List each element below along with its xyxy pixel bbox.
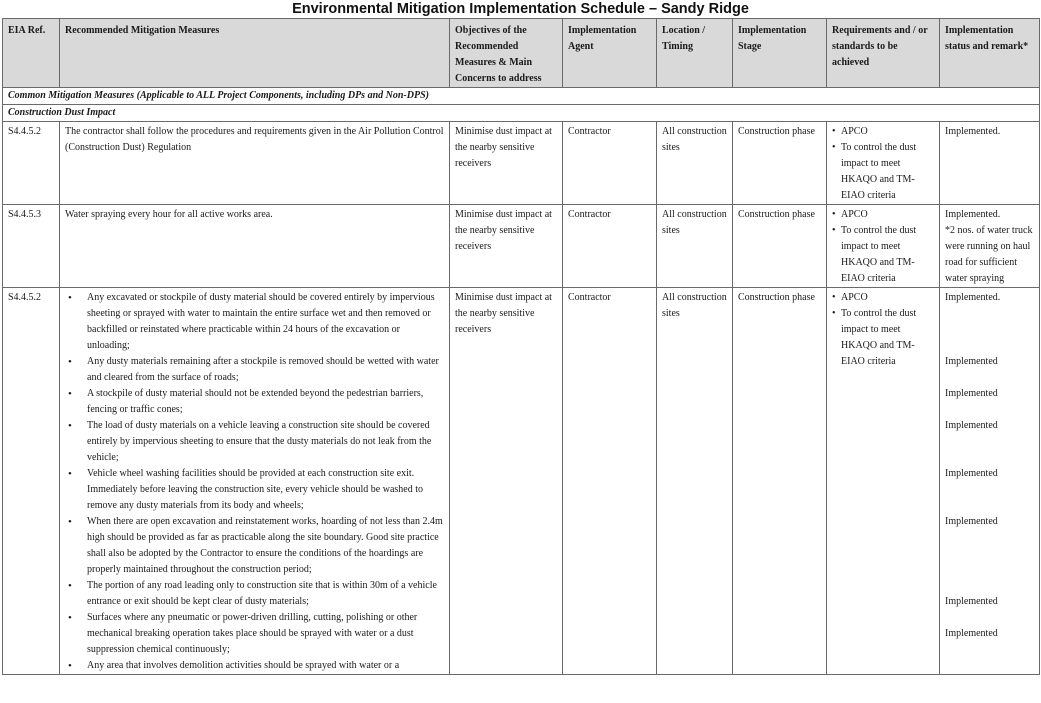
measure-bullet-item: • Surfaces where any pneumatic or power-driven drilling, cutting, polishing or other mechanical breaking operation takes place should be sprayed with water or a dust suppression chemical continuously; [87,610,445,658]
status-cell [940,288,1040,675]
measure-cell [60,288,450,675]
measure-bullet-item: • When there are open excavation and reinstatement works, hoarding of not less than 2.4m high should be provided as far as practicable along the site boundary. Good site practice shall also be adopted by the Contractor to ensure the conditions of the hoardings are properly maintained throughout the construction period; [87,514,445,578]
measure-bullet-list [65,290,445,674]
requirement-item: • APCO [832,290,935,306]
status-text: Implemented [945,516,998,527]
measure-bullet-item: • The portion of any road leading only to construction site that is within 30m of a vehicle entrance or exit should be kept clear of dusty materials; [87,578,445,610]
status-text: Implemented [945,628,998,639]
measure-bullet-item: • The load of dusty materials on a vehicle leaving a construction site should be covered entirely by impervious sheeting to ensure that the dusty materials do not leak from the vehicle; [87,418,445,466]
header-agent: Implementation Agent [563,19,657,88]
group-row-common [3,88,1040,105]
stage-cell: Construction phase [733,288,827,675]
status-text: Implemented. [945,209,1001,220]
header-status: Implementation status and remark* [940,19,1040,88]
header-measures: Recommended Mitigation Measures [60,19,450,88]
group-row-dust [3,105,1040,122]
location-cell: All construction sites [657,205,733,288]
status-remark: *2 nos. of water truck were running on haul road for sufficient water spraying [945,225,1033,284]
stage-cell: Construction phase [733,122,827,205]
table-row [3,205,1040,288]
status-cell: Implemented. [940,122,1040,205]
objective-cell: Minimise dust impact at the nearby sensitive receivers [450,288,563,675]
location-cell: All construction sites [657,288,733,675]
table-header-row [3,19,1040,88]
status-text: Implemented. [945,292,1001,303]
eia-ref-cell: S4.4.5.3 [3,205,60,288]
measure-bullet-item: • Any dusty materials remaining after a stockpile is removed should be wetted with water and cleared from the surface of roads; [87,354,445,386]
group-common-label: Common Mitigation Measures (Applicable to ALL Project Components, including DPs and Non-DPS) [3,88,1040,105]
measure-cell: Water spraying every hour for all active works area. [60,205,450,288]
agent-cell: Contractor [563,122,657,205]
requirement-item: • To control the dust impact to meet HKAQO and TM-EIAO criteria [832,223,935,287]
location-cell: All construction sites [657,122,733,205]
status-text: Implemented [945,596,998,607]
requirements-cell [827,122,940,205]
requirements-cell [827,205,940,288]
requirement-item: • APCO [832,124,935,140]
measure-bullet-item: • Any excavated or stockpile of dusty material should be covered entirely by impervious sheeting or sprayed with water to maintain the entire surface wet and then removed or backfilled or reinstated where practicable within 24 hours of the excavation or unloading; [87,290,445,354]
mitigation-schedule-table [2,18,1040,675]
page-title: Environmental Mitigation Implementation Schedule – Sandy Ridge [292,1,749,17]
requirement-item: • APCO [832,207,935,223]
header-stage: Implementation Stage [733,19,827,88]
header-objectives: Objectives of the Recommended Measures & Main Concerns to address [450,19,563,88]
stage-cell: Construction phase [733,205,827,288]
requirement-item: • To control the dust impact to meet HKAQO and TM-EIAO criteria [832,306,935,370]
requirements-cell [827,288,940,675]
table-row [3,122,1040,205]
status-cell [940,205,1040,288]
objective-cell: Minimise dust impact at the nearby sensitive receivers [450,122,563,205]
header-eia-ref: EIA Ref. [3,19,60,88]
eia-ref-cell: S4.4.5.2 [3,288,60,675]
measure-bullet-item: • Any area that involves demolition activities should be sprayed with water or a [87,658,445,674]
group-dust-label: Construction Dust Impact [3,105,1040,122]
agent-cell: Contractor [563,288,657,675]
status-text: Implemented [945,468,998,479]
status-text: Implemented [945,388,998,399]
objective-cell: Minimise dust impact at the nearby sensitive receivers [450,205,563,288]
status-text: Implemented [945,420,998,431]
measure-bullet-item: • Vehicle wheel washing facilities should be provided at each construction site exit. Immediately before leaving the construction site, every vehicle should be washed to remove any dusty materials from its body and wheels; [87,466,445,514]
header-location: Location / Timing [657,19,733,88]
measure-cell: The contractor shall follow the procedures and requirements given in the Air Pollution Control (Construction Dust) Regulation [60,122,450,205]
status-text: Implemented [945,356,998,367]
table-row [3,288,1040,675]
agent-cell: Contractor [563,205,657,288]
eia-ref-cell: S4.4.5.2 [3,122,60,205]
requirement-item: • To control the dust impact to meet HKAQO and TM-EIAO criteria [832,140,935,204]
measure-bullet-item: • A stockpile of dusty material should not be extended beyond the pedestrian barriers, fencing or traffic cones; [87,386,445,418]
header-requirements: Requirements and / or standards to be achieved [827,19,940,88]
